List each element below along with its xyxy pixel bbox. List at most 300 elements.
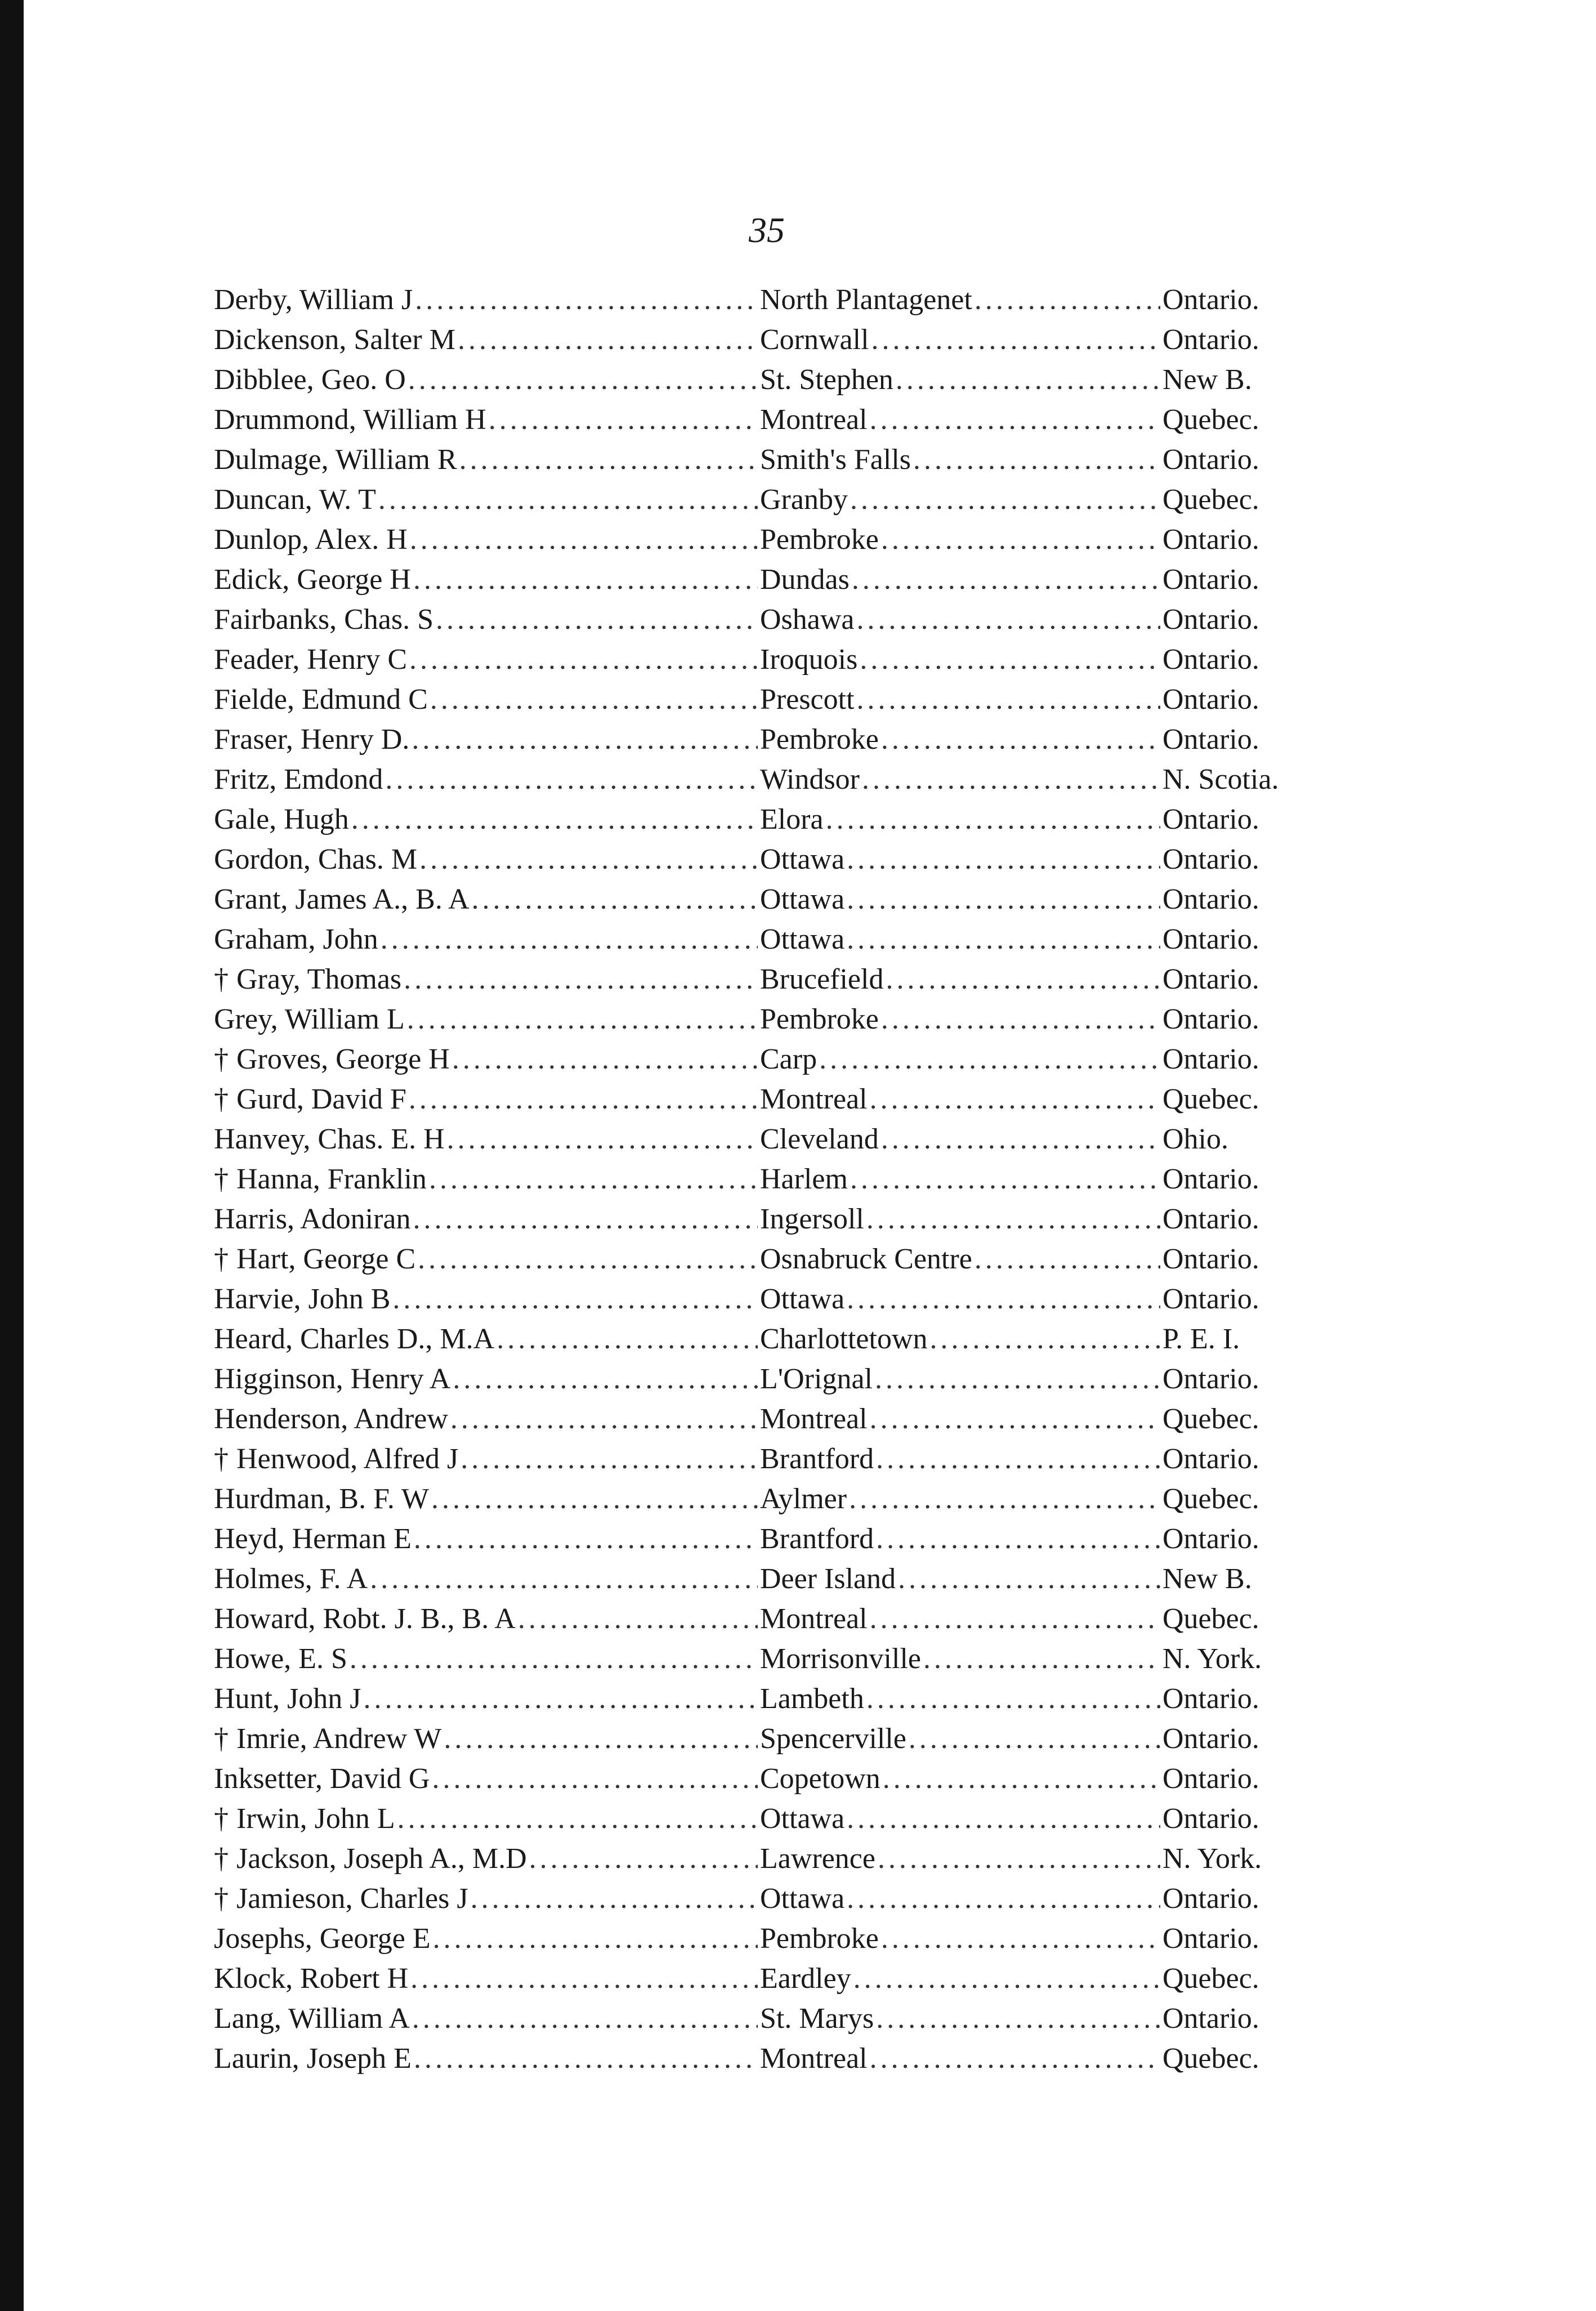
province-name: Quebec. (1163, 484, 1259, 516)
place-cell (760, 1999, 1163, 2039)
province-name: Quebec. (1163, 1483, 1259, 1515)
person-name: Josephs, George E (214, 1923, 431, 1955)
province-name: N. York. (1163, 1843, 1262, 1875)
place-cell (760, 1039, 1163, 1079)
name-cell (214, 520, 760, 560)
list-item (214, 1719, 1298, 1759)
place-cell (760, 1279, 1163, 1319)
name-cell (214, 1959, 760, 1999)
dot-leader (860, 640, 1160, 680)
name-cell (214, 440, 760, 480)
place-name: Oshawa (760, 604, 855, 636)
province-name: Ontario. (1163, 524, 1259, 556)
name-cell (214, 1439, 760, 1479)
province-name: N. Scotia. (1163, 763, 1279, 795)
place-name: Prescott (760, 683, 855, 716)
name-cell (214, 759, 760, 799)
province-name: New B. (1163, 1563, 1252, 1595)
place-cell (760, 1159, 1163, 1199)
name-cell (214, 1239, 760, 1279)
dot-leader (898, 1559, 1160, 1599)
dagger-mark: † (214, 1043, 229, 1075)
dot-leader (847, 879, 1160, 919)
province-name: Quebec. (1163, 2042, 1259, 2075)
place-name: St. Marys (760, 2002, 874, 2035)
province-name: Ontario. (1163, 1523, 1259, 1555)
name-cell (214, 1159, 760, 1199)
dot-leader (412, 719, 758, 759)
dot-leader (370, 1559, 758, 1599)
page-number: 35 (749, 210, 785, 250)
person-name: Gale, Hugh (214, 803, 349, 835)
province-name: Ontario. (1163, 883, 1259, 915)
province-name: Ontario. (1163, 324, 1259, 356)
dot-leader (433, 1919, 758, 1959)
province-name: Ontario. (1163, 1763, 1259, 1795)
list-item (214, 1639, 1298, 1679)
place-cell (760, 1119, 1163, 1159)
dot-leader (471, 1879, 758, 1919)
dot-leader (363, 1679, 758, 1719)
dagger-mark: † (214, 1243, 229, 1275)
list-item (214, 1959, 1298, 1999)
place-cell (760, 999, 1163, 1039)
person-name: Dunlop, Alex. H (214, 524, 408, 556)
place-cell (760, 759, 1163, 799)
place-name: Ottawa (760, 1803, 845, 1835)
dot-leader (450, 1399, 758, 1439)
province-name: Ontario. (1163, 1163, 1259, 1195)
name-cell (214, 320, 760, 360)
list-item (214, 360, 1298, 400)
place-name: Dundas (760, 564, 850, 596)
dot-leader (930, 1319, 1160, 1359)
place-name: Pembroke (760, 723, 879, 756)
person-name: Derby, William J (214, 284, 413, 316)
place-name: Pembroke (760, 524, 879, 556)
name-cell (214, 799, 760, 839)
province-name: Ontario. (1163, 1723, 1259, 1755)
person-name: Fielde, Edmund C (214, 683, 428, 716)
province-name: Ontario. (1163, 923, 1259, 955)
list-item (214, 999, 1298, 1039)
dot-leader (461, 1439, 758, 1479)
name-cell (214, 280, 760, 320)
place-name: Brantford (760, 1443, 874, 1475)
dot-leader (432, 1759, 758, 1799)
name-cell (214, 1119, 760, 1159)
province-name: Ontario. (1163, 444, 1259, 476)
list-item (214, 1999, 1298, 2039)
list-item (214, 640, 1298, 680)
province-name: Ontario. (1163, 723, 1259, 756)
province-name: Ohio. (1163, 1123, 1228, 1155)
list-item (214, 400, 1298, 440)
name-cell (214, 1559, 760, 1599)
dagger-mark: † (214, 1443, 229, 1475)
dot-leader (886, 959, 1160, 999)
dot-leader (896, 360, 1160, 400)
province-name: Ontario. (1163, 1243, 1259, 1275)
binding-edge (0, 0, 24, 2311)
place-cell (760, 520, 1163, 560)
list-item (214, 320, 1298, 360)
dot-leader (826, 799, 1160, 839)
dot-leader (458, 320, 758, 360)
dot-leader (913, 440, 1160, 480)
dot-leader (881, 1119, 1160, 1159)
place-cell (760, 280, 1163, 320)
list-item (214, 1919, 1298, 1959)
name-cell (214, 1919, 760, 1959)
place-name: Ottawa (760, 1283, 845, 1315)
dot-leader (974, 1239, 1160, 1279)
dot-leader (857, 600, 1160, 640)
dot-leader (414, 1519, 758, 1559)
list-item (214, 1039, 1298, 1079)
name-cell (214, 1879, 760, 1919)
person-name: Howe, E. S (214, 1643, 347, 1675)
dot-leader (472, 879, 758, 919)
dot-leader (529, 1839, 758, 1879)
province-name: Ontario. (1163, 843, 1259, 875)
dot-leader (409, 640, 758, 680)
name-cell (214, 1399, 760, 1439)
dot-leader (410, 1959, 758, 1999)
name-cell (214, 1839, 760, 1879)
dot-leader (876, 1999, 1160, 2039)
place-cell (760, 2039, 1163, 2078)
dot-leader (881, 719, 1160, 759)
person-name: Fritz, Emdond (214, 763, 383, 795)
dot-leader (412, 1999, 758, 2039)
person-name: Hurdman, B. F. W (214, 1483, 429, 1515)
place-name: Montreal (760, 2042, 868, 2075)
person-name: Harvie, John B (214, 1283, 391, 1315)
dot-leader (870, 400, 1160, 440)
place-cell (760, 839, 1163, 879)
name-cell (214, 1759, 760, 1799)
province-name: Ontario. (1163, 683, 1259, 716)
name-cell (214, 600, 760, 640)
name-cell (214, 1359, 760, 1399)
place-cell (760, 1719, 1163, 1759)
place-cell (760, 1319, 1163, 1359)
dot-leader (881, 1919, 1160, 1959)
place-cell (760, 919, 1163, 959)
person-name: Grey, William L (214, 1003, 405, 1035)
dot-leader (415, 280, 758, 320)
province-name: Ontario. (1163, 1803, 1259, 1835)
place-name: Ottawa (760, 843, 845, 875)
dot-leader (351, 799, 758, 839)
dot-leader (909, 1719, 1160, 1759)
list-item (214, 1319, 1298, 1359)
place-name: Cleveland (760, 1123, 879, 1155)
dot-leader (862, 759, 1160, 799)
place-name: Brantford (760, 1523, 874, 1555)
province-name: Ontario. (1163, 284, 1259, 316)
dot-leader (452, 1039, 758, 1079)
dot-leader (819, 1039, 1160, 1079)
dot-leader (853, 1959, 1160, 1999)
person-name: Duncan, W. T (214, 484, 376, 516)
dot-leader (392, 1279, 758, 1319)
place-name: Lambeth (760, 1683, 864, 1715)
list-item (214, 1759, 1298, 1799)
list-item (214, 839, 1298, 879)
name-cell (214, 400, 760, 440)
name-cell (214, 1519, 760, 1559)
dot-leader (414, 2039, 758, 2078)
list-item (214, 1559, 1298, 1599)
list-item (214, 1679, 1298, 1719)
place-cell (760, 360, 1163, 400)
place-name: Osnabruck Centre (760, 1243, 972, 1275)
dagger-mark: † (214, 1163, 229, 1195)
dot-leader (852, 560, 1160, 600)
province-name: Ontario. (1163, 2002, 1259, 2035)
person-name: Heard, Charles D., M.A (214, 1323, 495, 1355)
place-name: Harlem (760, 1163, 848, 1195)
dot-leader (407, 999, 758, 1039)
person-name: Henwood, Alfred J (236, 1443, 459, 1475)
place-name: Spencerville (760, 1723, 906, 1755)
place-name: North Plantagenet (760, 284, 972, 316)
list-item (214, 879, 1298, 919)
place-name: Elora (760, 803, 824, 835)
name-cell (214, 839, 760, 879)
name-cell (214, 1319, 760, 1359)
place-name: Montreal (760, 1083, 868, 1115)
person-name: Jamieson, Charles J (236, 1883, 468, 1915)
place-name: Montreal (760, 1403, 868, 1435)
name-cell (214, 560, 760, 600)
dot-leader (866, 1679, 1160, 1719)
place-cell (760, 1799, 1163, 1839)
dagger-mark: † (214, 1843, 229, 1875)
province-name: Quebec. (1163, 1083, 1259, 1115)
place-name: L'Orignal (760, 1363, 873, 1395)
province-name: Ontario. (1163, 564, 1259, 596)
dot-leader (418, 1239, 758, 1279)
dot-leader (850, 480, 1160, 520)
province-name: Ontario. (1163, 1283, 1259, 1315)
place-cell (760, 879, 1163, 919)
place-name: Windsor (760, 763, 860, 795)
list-item (214, 959, 1298, 999)
dot-leader (883, 1759, 1160, 1799)
dot-leader (870, 1599, 1160, 1639)
place-cell (760, 1079, 1163, 1119)
province-name: Quebec. (1163, 1403, 1259, 1435)
list-item (214, 1799, 1298, 1839)
place-name: Carp (760, 1043, 817, 1075)
place-cell (760, 560, 1163, 600)
province-name: Ontario. (1163, 1923, 1259, 1955)
dot-leader (447, 1119, 758, 1159)
dot-leader (876, 1439, 1160, 1479)
name-cell (214, 480, 760, 520)
dot-leader (385, 759, 758, 799)
place-cell (760, 1439, 1163, 1479)
list-item (214, 480, 1298, 520)
place-name: St. Stephen (760, 364, 893, 396)
dot-leader (404, 959, 758, 999)
name-cell (214, 1679, 760, 1719)
province-name: N. York. (1163, 1643, 1262, 1675)
person-name: Hart, George C (236, 1243, 416, 1275)
place-name: Granby (760, 484, 848, 516)
list-item (214, 560, 1298, 600)
dot-leader (974, 280, 1160, 320)
province-name: Ontario. (1163, 803, 1259, 835)
list-item (214, 799, 1298, 839)
name-cell (214, 2039, 760, 2078)
person-name: Jackson, Joseph A., M.D (236, 1843, 527, 1875)
dot-leader (871, 320, 1160, 360)
dot-leader (870, 1399, 1160, 1439)
registry-list (214, 280, 1298, 2078)
list-item (214, 1479, 1298, 1519)
province-name: Ontario. (1163, 643, 1259, 676)
place-cell (760, 1519, 1163, 1559)
list-item (214, 719, 1298, 759)
dot-leader (518, 1599, 758, 1639)
place-cell (760, 1559, 1163, 1599)
place-cell (760, 1239, 1163, 1279)
list-item (214, 1879, 1298, 1919)
place-cell (760, 600, 1163, 640)
name-cell (214, 1719, 760, 1759)
name-cell (214, 879, 760, 919)
place-name: Copetown (760, 1763, 880, 1795)
person-name: Groves, George H (236, 1043, 450, 1075)
person-name: Dibblee, Geo. O (214, 364, 406, 396)
list-item (214, 1279, 1298, 1319)
person-name: Imrie, Andrew W (236, 1723, 442, 1755)
place-cell (760, 1759, 1163, 1799)
list-item (214, 1519, 1298, 1559)
dot-leader (857, 680, 1160, 719)
place-cell (760, 1599, 1163, 1639)
dagger-mark: † (214, 1803, 229, 1835)
province-name: P. E. I. (1163, 1323, 1240, 1355)
dot-leader (409, 1079, 758, 1119)
dagger-mark: † (214, 1883, 229, 1915)
dot-leader (876, 1519, 1160, 1559)
person-name: Graham, John (214, 923, 378, 955)
list-item (214, 600, 1298, 640)
list-item (214, 680, 1298, 719)
place-name: Cornwall (760, 324, 869, 356)
place-name: Iroquois (760, 643, 858, 676)
place-name: Montreal (760, 1603, 868, 1635)
person-name: Irwin, John L (236, 1803, 395, 1835)
dot-leader (459, 440, 758, 480)
place-cell (760, 680, 1163, 719)
list-item (214, 280, 1298, 320)
list-item (214, 1839, 1298, 1879)
dot-leader (413, 560, 758, 600)
person-name: Grant, James A., B. A (214, 883, 470, 915)
dot-leader (847, 1879, 1160, 1919)
person-name: Dulmage, William R (214, 444, 457, 476)
dot-leader (410, 520, 758, 560)
person-name: Drummond, William H (214, 404, 486, 436)
place-name: Smith's Falls (760, 444, 911, 476)
name-cell (214, 680, 760, 719)
province-name: Ontario. (1163, 1443, 1259, 1475)
dot-leader (847, 1279, 1160, 1319)
place-name: Pembroke (760, 1003, 879, 1035)
list-item (214, 759, 1298, 799)
person-name: Fairbanks, Chas. S (214, 604, 433, 636)
list-item (214, 1239, 1298, 1279)
dot-leader (381, 919, 758, 959)
place-name: Ottawa (760, 1883, 845, 1915)
dot-leader (430, 680, 758, 719)
dot-leader (378, 480, 758, 520)
name-cell (214, 959, 760, 999)
dot-leader (881, 520, 1160, 560)
dot-leader (847, 1799, 1160, 1839)
name-cell (214, 719, 760, 759)
place-cell (760, 1359, 1163, 1399)
person-name: Howard, Robt. J. B., B. A (214, 1603, 516, 1635)
dot-leader (408, 360, 758, 400)
dot-leader (413, 1199, 758, 1239)
dot-leader (444, 1719, 758, 1759)
person-name: Gurd, David F (236, 1083, 406, 1115)
person-name: Holmes, F. A (214, 1563, 368, 1595)
name-cell (214, 640, 760, 680)
dot-leader (875, 1359, 1160, 1399)
place-name: Aylmer (760, 1483, 847, 1515)
dot-leader (397, 1799, 758, 1839)
person-name: Fraser, Henry D. (214, 723, 410, 756)
place-name: Montreal (760, 404, 868, 436)
place-name: Ottawa (760, 923, 845, 955)
person-name: Higginson, Henry A (214, 1363, 451, 1395)
place-cell (760, 719, 1163, 759)
name-cell (214, 1479, 760, 1519)
list-item (214, 1199, 1298, 1239)
person-name: Harris, Adoniran (214, 1203, 411, 1235)
place-cell (760, 1199, 1163, 1239)
place-cell (760, 1639, 1163, 1679)
list-item (214, 1359, 1298, 1399)
dot-leader (419, 839, 758, 879)
person-name: Edick, George H (214, 564, 411, 596)
person-name: Gray, Thomas (236, 963, 402, 995)
province-name: Quebec. (1163, 1603, 1259, 1635)
list-item (214, 1399, 1298, 1439)
person-name: Hanvey, Chas. E. H (214, 1123, 445, 1155)
place-cell (760, 640, 1163, 680)
place-name: Eardley (760, 1963, 851, 1995)
list-item (214, 1079, 1298, 1119)
dot-leader (453, 1359, 758, 1399)
name-cell (214, 1999, 760, 2039)
person-name: Henderson, Andrew (214, 1403, 448, 1435)
dagger-mark: † (214, 1723, 229, 1755)
list-item (214, 1599, 1298, 1639)
place-cell (760, 400, 1163, 440)
name-cell (214, 1799, 760, 1839)
list-item (214, 1439, 1298, 1479)
name-cell (214, 919, 760, 959)
